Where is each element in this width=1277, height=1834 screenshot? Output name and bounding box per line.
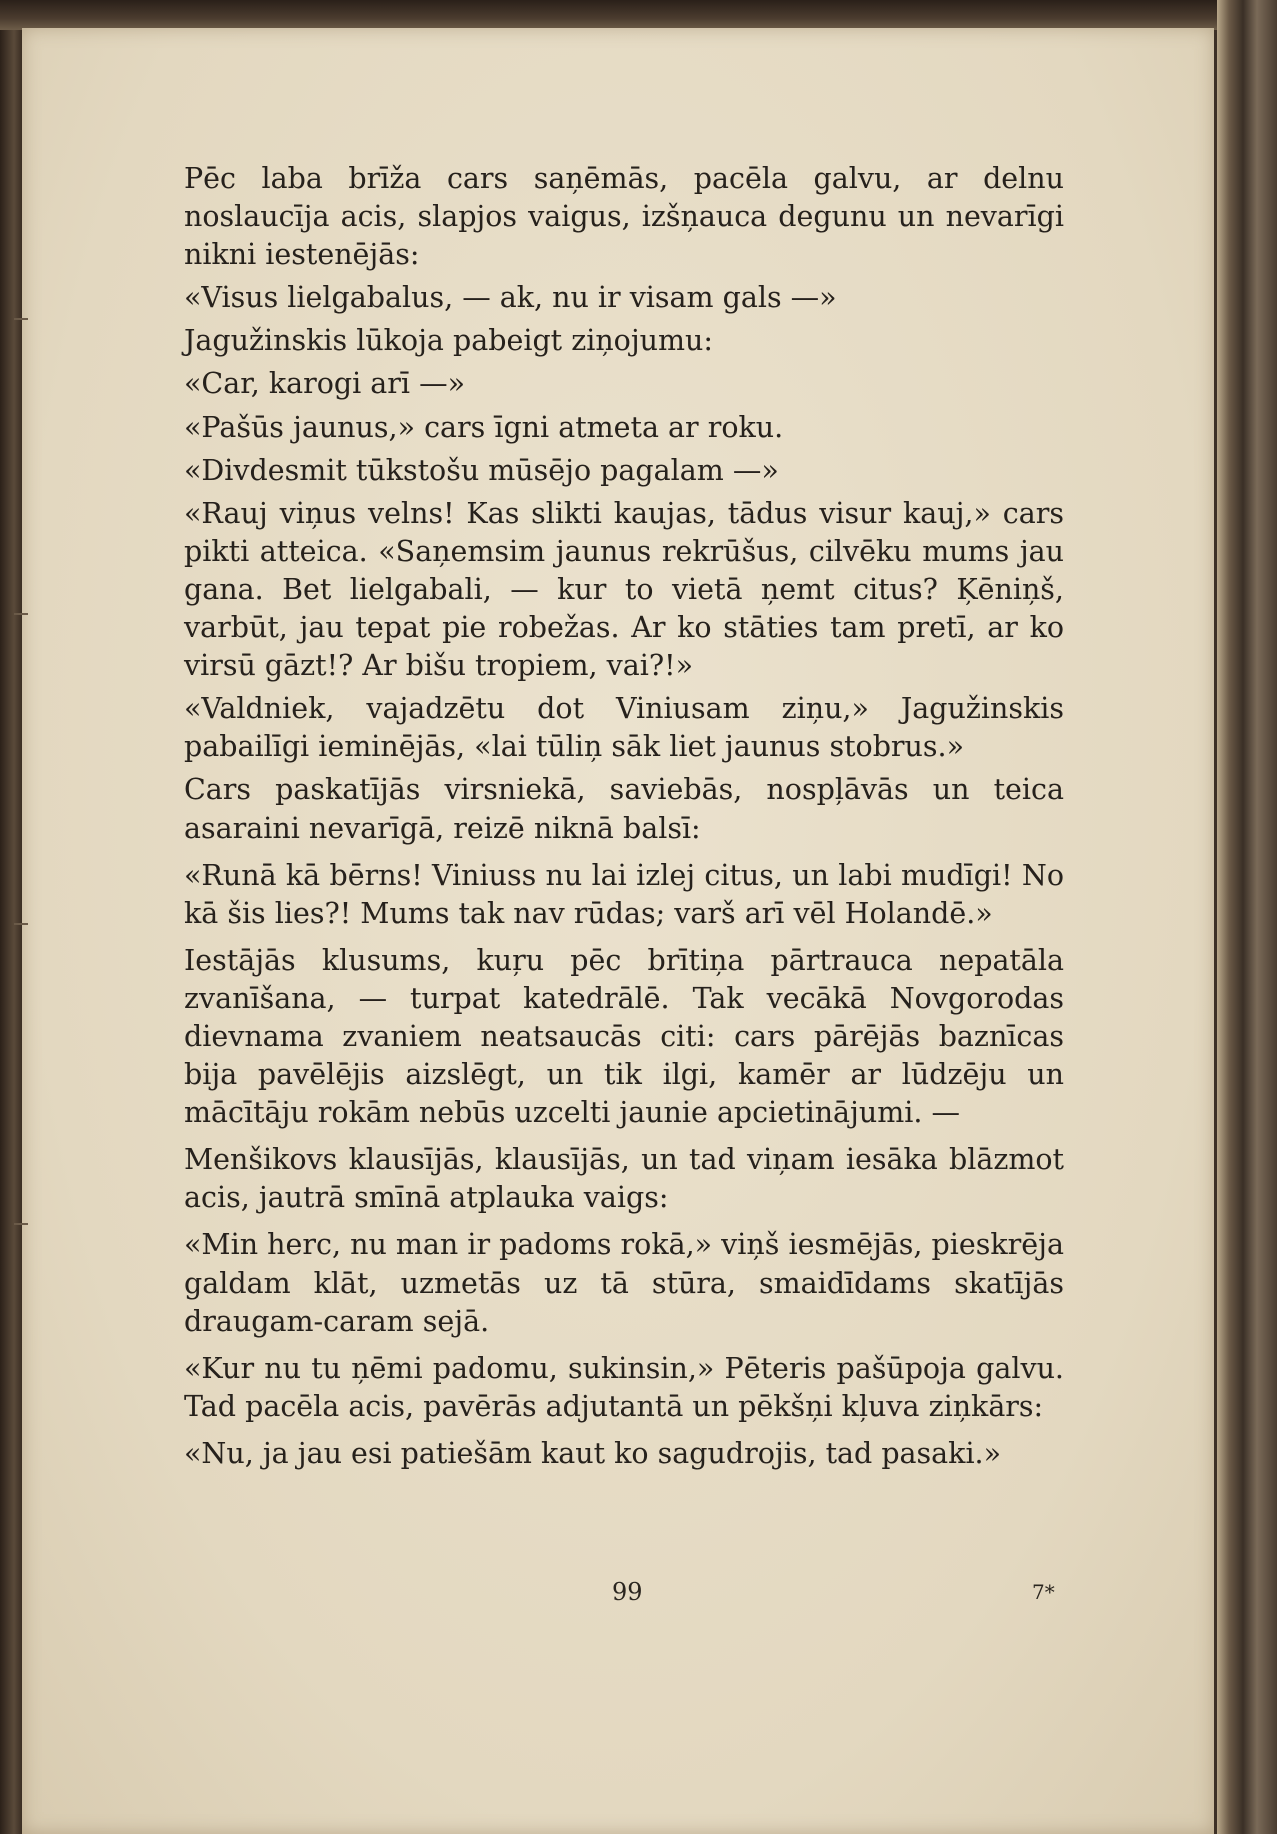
- paragraph: «Pašūs jaunus,» cars īgni atmeta ar roku.: [184, 410, 784, 444]
- paragraph: «Valdniek, vajadzētu dot Viniusam ziņu,» Jagužinskis pabailīgi ieminējās, «lai tūliņ sāk liet jaunus stobrus.»: [184, 692, 1064, 764]
- margin-mark: [14, 1223, 28, 1225]
- paragraph: «Kur nu tu ņēmi padomu, sukinsin,» Pēteris pašūpoja galvu. Tad pacēla acis, pavērās adjutantā un pēkšņi kļuva ziņkārs:: [184, 1351, 1064, 1423]
- paragraph: «Car, karogi arī —»: [184, 367, 466, 401]
- paragraph: «Divdesmit tūkstošu mūsējo pagalam —»: [184, 453, 779, 487]
- paragraph: Pēc laba brīža cars saņēmās, pacēla galvu, ar delnu noslaucīja acis, slapjos vaigus, izšņauca degunu un nevarīgi nikni iestenējās:: [184, 162, 1064, 272]
- paragraph: «Nu, ja jau esi patiešām kaut ko sagudrojis, tad pasaki.»: [184, 1436, 1002, 1470]
- paragraph: «Visus lielgabalus, — ak, nu ir visam gals —»: [184, 281, 837, 315]
- margin-mark: [14, 318, 28, 320]
- margin-mark: [14, 613, 28, 615]
- page-number: 99: [612, 1578, 643, 1606]
- paragraph: Iestājās klusums, kuŗu pēc brītiņa pārtrauca nepatāla zvanīšana, — turpat katedrālē. Tak vecākā Novgorodas dievnama zvaniem neatsaucās citi: cars pārējās baznīcas bija pavēlējis aizslēgt, un tik ilgi, kamēr ar lūdzēju un mācītāju rokām nebūs uzcelti jaunie apcietinājumi. —: [184, 943, 1064, 1130]
- body-text: [184, 160, 1064, 1478]
- paragraph: «Min herc, nu man ir padoms rokā,» viņš iesmējās, pieskrēja galdam klāt, uzmetās uz tā stūra, smaidīdams skatījās draugam-caram sejā.: [184, 1228, 1064, 1338]
- paragraph: «Rauj viņus velns! Kas slikti kaujas, tādus visur kauj,» cars pikti atteica. «Saņemsim jaunus rekrūšus, cilvēku mums jau gana. Bet lielgabali, — kur to vietā ņemt citus? Ķēniņš, varbūt, jau tepat pie robežas. Ar ko stāties tam pretī, ar ko virsū gāzt!? Ar bišu tropiem, vai?!»: [184, 496, 1064, 683]
- margin-mark: [14, 923, 28, 925]
- paragraph: Menšikovs klausījās, klausījās, un tad viņam iesāka blāzmot acis, jautrā smīnā atplauka vaigs:: [184, 1143, 1064, 1215]
- page-right-edge: [1217, 0, 1277, 1834]
- paragraph: Cars paskatījās virsniekā, saviebās, nospļāvās un teica asaraini nevarīgā, reizē niknā balsī:: [184, 773, 1064, 845]
- paragraph: «Runā kā bērns! Viniuss nu lai izlej citus, un labi mudīgi! No kā šis lies?! Mums tak nav rūdas; varš arī vēl Holandē.»: [184, 858, 1064, 930]
- signature-mark: 7*: [1032, 1580, 1055, 1604]
- page-footer: [22, 1578, 1214, 1618]
- page-top-edge: [0, 0, 1277, 30]
- paragraph: Jagužinskis lūkoja pabeigt ziņojumu:: [184, 324, 714, 358]
